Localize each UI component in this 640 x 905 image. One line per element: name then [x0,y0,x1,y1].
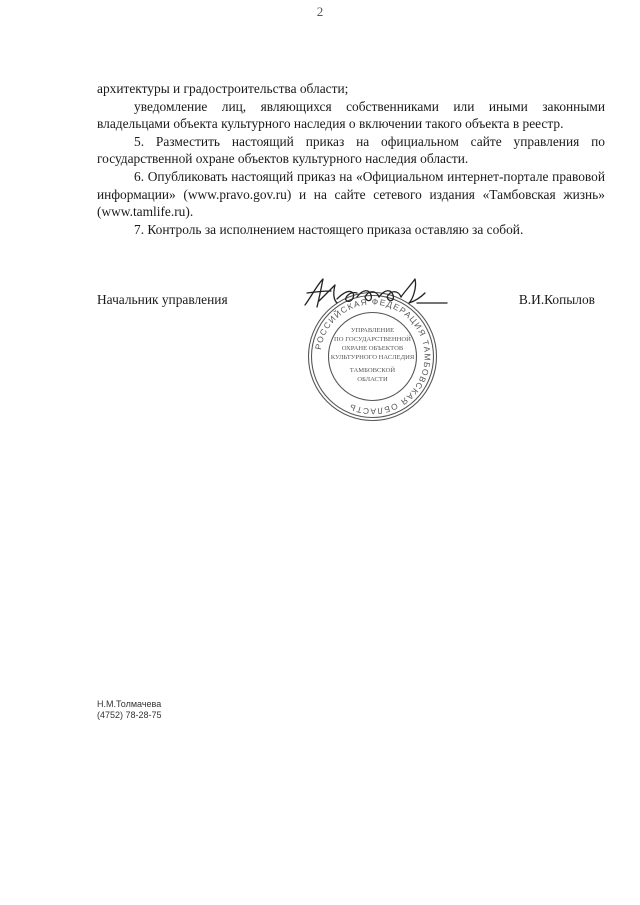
paragraph-5: 7. Контроль за исполнением настоящего приказа оставляю за собой. [134,221,524,237]
svg-text:ОХРАНЕ ОБЪЕКТОВ: ОХРАНЕ ОБЪЕКТОВ [341,345,404,352]
svg-text:РОССИЙСКАЯ ФЕДЕРАЦИЯ ТАМБОВСКА: РОССИЙСКАЯ ФЕДЕРАЦИЯ ТАМБОВСКАЯ ОБЛАСТЬ [312,296,433,417]
paragraph-2: уведомление лиц, являющихся собственниками или иными законными владельцами объекта культурного наследия о включении такого объекта в реестр. [97,98,605,132]
signatory-position: Начальник управления [97,292,228,307]
signature-block [97,283,605,423]
executor-info [97,699,162,721]
executor-phone: (4752) 78-28-75 [97,710,162,720]
executor-name: Н.М.Толмачева [97,699,162,709]
svg-text:УПРАВЛЕНИЕ: УПРАВЛЕНИЕ [350,327,395,334]
svg-text:ТАМБОВСКОЙ: ТАМБОВСКОЙ [349,367,396,374]
signatory-name: В.И.Копылов [518,292,595,307]
document-body [97,80,605,238]
paragraph-1: архитектуры и градостроительства области; [97,81,349,96]
svg-text:ОБЛАСТИ: ОБЛАСТИ [357,376,388,383]
handwritten-signature [297,275,457,315]
svg-text:ПО ГОСУДАРСТВЕННОЙ: ПО ГОСУДАРСТВЕННОЙ [334,336,411,343]
paragraph-3: 5. Разместить настоящий приказ на официальном сайте управления по государственной охране объектов культурного наследия области. [97,133,605,167]
paragraph-4: 6. Опубликовать настоящий приказ на «Официальном интернет-портале правовой информации» (www.pravo.gov.ru) и на сайте сетевого издания «Тамбовская жизнь» (www.tamlife.ru). [97,168,605,220]
page-number: 2 [316,4,324,19]
svg-text:КУЛЬТУРНОГО НАСЛЕДИЯ: КУЛЬТУРНОГО НАСЛЕДИЯ [330,354,415,361]
